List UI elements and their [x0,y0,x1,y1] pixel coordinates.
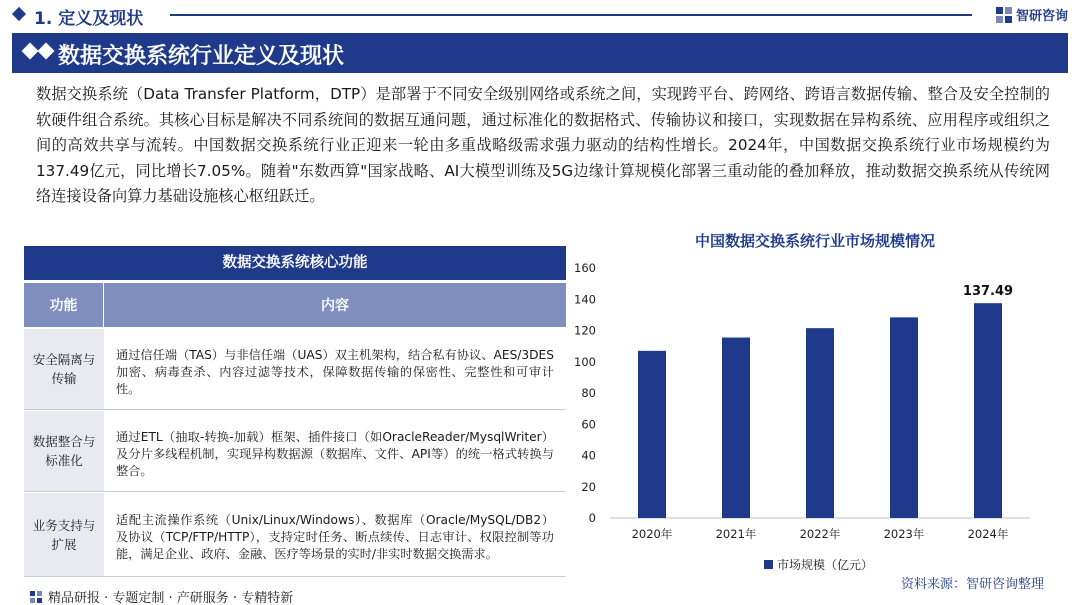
function-cell: 业务支持与扩展 [24,493,104,576]
table-header [24,283,566,327]
header-divider [170,14,972,16]
legend-swatch [764,560,773,569]
y-tick-label: 40 [581,448,596,463]
logo-icon [996,7,1012,23]
title-band [12,33,1068,73]
y-tick-label: 160 [574,261,596,275]
bar [890,317,918,518]
logo-text: 智研咨询 [1015,9,1068,24]
band-diamond-icons [24,45,52,57]
legend-label: 市场规模（亿元） [777,558,874,572]
column-header-function: 功能 [24,283,104,327]
y-tick-label: 100 [574,354,596,369]
x-tick-label: 2022年 [799,527,841,541]
brand-logo [996,5,1068,24]
function-cell: 数据整合与标准化 [24,411,104,491]
data-label: 137.49 [962,284,1014,300]
y-tick-label: 20 [581,479,596,494]
chart-title: 中国数据交换系统行业市场规模情况 [694,232,935,250]
diamond-icon [12,7,26,21]
content-cell: 通过信任端（TAS）与非信任端（UAS）双主机架构，结合私有协议、AES/3DES加密、病毒查杀、内容过滤等技术，保障数据传输的保密性、完整性和可审计性。 [116,347,554,396]
x-tick-label: 2021年 [715,527,757,541]
bar [974,303,1002,518]
table-title: 数据交换系统核心功能 [24,246,566,280]
bar [722,338,750,518]
table-row [24,329,566,410]
footer [30,587,293,605]
logo-icon [30,591,42,603]
y-tick-label: 0 [588,511,596,525]
source-note: 资料来源：智研咨询整理 [900,577,1044,592]
section-title: 1. 定义及现状 [34,9,144,29]
x-tick-label: 2024年 [967,527,1009,541]
bar [806,328,834,518]
y-tick-label: 60 [581,417,596,432]
y-tick-label: 140 [574,292,596,307]
content-cell: 通过ETL（抽取-转换-加载）框架、插件接口（如OracleReader/MysqlWriter）及分片多线程机制，实现异构数据源（数据库、文件、API等）的统一格式转换与整合。 [116,429,554,478]
x-tick-label: 2023年 [883,527,925,541]
top-header [0,0,1080,30]
x-tick-label: 2020年 [631,527,673,541]
column-header-content: 内容 [321,298,349,314]
y-tick-label: 120 [574,323,596,338]
y-tick-label: 80 [581,386,596,400]
content-cell: 适配主流操作系统（Unix/Linux/Windows）、数据库（Oracle/MySQL/DB2）及协议（TCP/FTP/HTTP），支持定时任务、断点续传、日志审计、权限控制等功能，满足企业、政府、金融、医疗等场景的实时/非实时数据交换需求。 [116,513,554,561]
table-row [24,493,566,577]
function-cell: 安全隔离与传输 [24,329,104,409]
page-title: 数据交换系统行业定义及现状 [58,44,345,69]
intro-paragraph: 数据交换系统（Data Transfer Platform，DTP）是部署于不同安全级别网络或系统之间，实现跨平台、跨网络、跨语言数据传输、整合及安全控制的软硬件组合系统。其核心目标是解决不同系统间的数据互通问题，通过标准化的数据格式、传输协议和接口，实现数据在异构系统、应用程序或组织之间的高效共享与流转。中国数据交换系统行业正迎来一轮由多重战略级需求强力驱动的结构性增长。2024年，中国数据交换系统行业市场规模约为137.49亿元，同比增长7.05%。随着"东数西算"国家战略、AI大模型训练及5G边缘计算规模化部署三重动能的叠加释放，推动数据交换系统从传统网络连接设备向算力基础设施核心枢纽跃迁。 [36,85,1050,206]
bar [638,351,666,518]
footer-tagline: 精品研报 · 专题定制 · 产研服务 · 专精特新 [48,591,294,605]
market-size-bar-chart [560,254,1060,554]
chart-legend [764,556,873,573]
table-row [24,411,566,492]
